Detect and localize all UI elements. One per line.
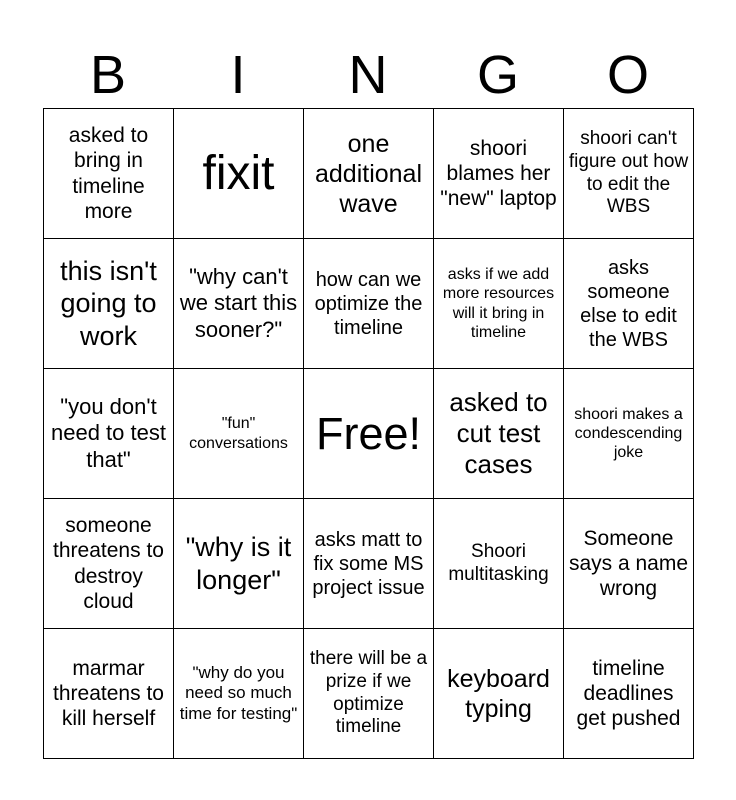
bingo-cell[interactable] — [44, 629, 174, 759]
cell-text: marmar threatens to kill herself — [53, 656, 164, 731]
bingo-cell[interactable] — [304, 499, 434, 629]
header-letter-o: O — [606, 45, 649, 105]
cell-text: asks matt to fix some MS project issue — [312, 528, 425, 599]
bingo-cell[interactable] — [564, 109, 694, 239]
bingo-cell[interactable] — [564, 369, 694, 499]
bingo-board — [43, 108, 694, 759]
bingo-cell[interactable] — [174, 629, 304, 759]
cell-text: how can we optimize the timeline — [314, 268, 423, 339]
cell-text: "why can't we start this sooner?" — [179, 263, 298, 342]
bingo-cell[interactable] — [304, 239, 434, 369]
cell-text: "you don't need to test that" — [51, 393, 166, 472]
cell-text: someone threatens to destroy cloud — [53, 514, 164, 613]
free-space-text: Free! — [315, 407, 422, 459]
cell-text: asked to cut test cases — [449, 386, 548, 480]
bingo-cell[interactable] — [174, 499, 304, 629]
bingo-cell[interactable] — [434, 629, 564, 759]
header-letter-n: N — [348, 45, 388, 105]
bingo-cell[interactable] — [304, 109, 434, 239]
cell-text: fixit — [202, 146, 275, 200]
bingo-cell[interactable] — [174, 369, 304, 499]
bingo-cell[interactable] — [564, 629, 694, 759]
cell-text: asked to bring in timeline more — [68, 124, 149, 223]
bingo-cell[interactable] — [44, 499, 174, 629]
cell-text: asks someone else to edit the WBS — [580, 256, 677, 351]
board-row — [44, 109, 694, 239]
cell-text: "why is it longer" — [185, 532, 292, 595]
cell-text: one additional wave — [314, 129, 423, 218]
bingo-cell[interactable] — [434, 369, 564, 499]
cell-text: keyboard typing — [447, 664, 550, 723]
bingo-cell[interactable] — [174, 239, 304, 369]
cell-text: shoori blames her "new" laptop — [440, 136, 557, 211]
header-letter-b: B — [89, 45, 127, 105]
bingo-cell[interactable] — [564, 239, 694, 369]
cell-text: "fun" conversations — [189, 415, 288, 452]
cell-text: Someone says a name wrong — [568, 526, 689, 601]
bingo-cell[interactable] — [434, 499, 564, 629]
board-row — [44, 239, 694, 369]
bingo-cell[interactable] — [44, 369, 174, 499]
header-letter-g: G — [476, 45, 519, 105]
bingo-header — [43, 42, 693, 108]
cell-text: "why do you need so much time for testing" — [179, 662, 298, 723]
bingo-cell[interactable] — [564, 499, 694, 629]
cell-text: there will be a prize if we optimize timeline — [309, 647, 428, 738]
cell-text: timeline deadlines get pushed — [576, 656, 681, 731]
bingo-cell free-space[interactable] — [304, 369, 434, 499]
bingo-cell[interactable] — [174, 109, 304, 239]
header-letter-i: I — [230, 45, 246, 105]
bingo-cell[interactable] — [434, 239, 564, 369]
board-row — [44, 369, 694, 499]
board-row — [44, 629, 694, 759]
board-row — [44, 499, 694, 629]
bingo-cell[interactable] — [304, 629, 434, 759]
cell-text: Shoori multitasking — [448, 540, 549, 585]
cell-text: shoori makes a condescending joke — [574, 405, 683, 462]
cell-text: this isn't going to work — [60, 255, 157, 351]
bingo-cell[interactable] — [434, 109, 564, 239]
bingo-cell[interactable] — [44, 109, 174, 239]
cell-text: shoori can't figure out how to edit the WBS — [568, 127, 689, 218]
cell-text: asks if we add more resources will it bring in timeline — [442, 266, 555, 341]
bingo-cell[interactable] — [44, 239, 174, 369]
